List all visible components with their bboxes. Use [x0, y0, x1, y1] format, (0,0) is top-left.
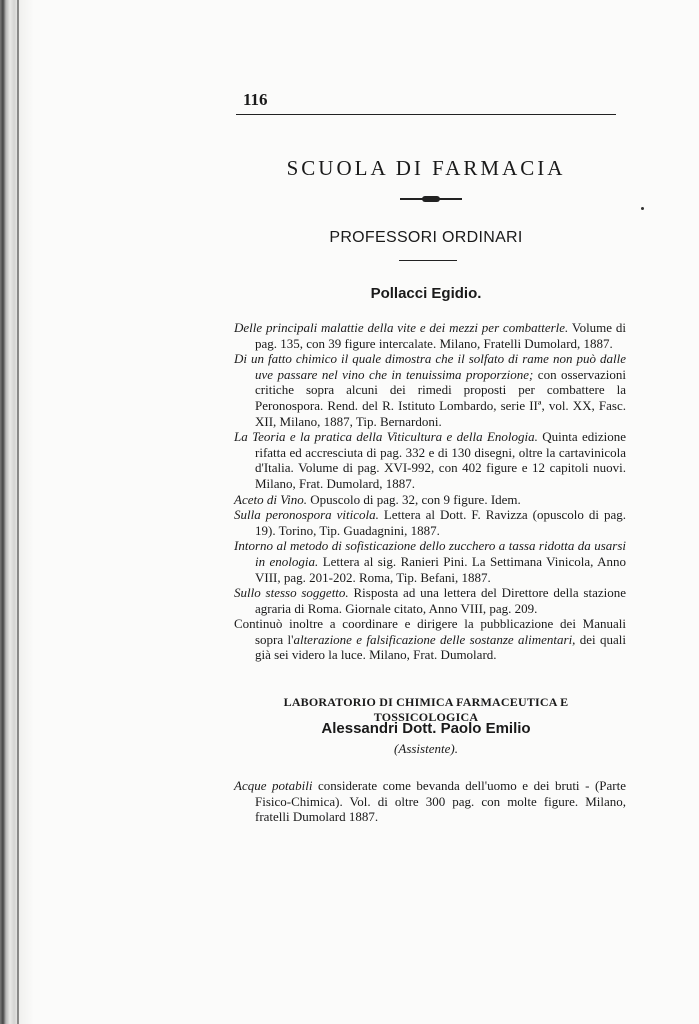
- section-rule: [399, 260, 457, 261]
- professor-bibliography: [234, 320, 626, 663]
- bibliography-entry: Acque potabili considerate come bevanda dell'uomo e dei bruti - (Parte Fisico-Chimica). Vol. di oltre 300 pag. con molte figure. Milano, fratelli Dumolard 1887.: [234, 778, 626, 825]
- page-header: [236, 90, 616, 120]
- bibliography-entry: Sulla peronospora viticola. Lettera al Dott. F. Ravizza (opuscolo di pag. 19). Torino, Tip. Guadagnini, 1887.: [234, 507, 626, 538]
- page-number: 116: [243, 90, 268, 109]
- professor-name: Pollacci Egidio.: [370, 285, 482, 302]
- title-ornament: [400, 196, 462, 202]
- bibliography-entry: Continuò inoltre a coordinare e dirigere la pubblicazione dei Manuali sopra l'alterazione e falsificazione delle sostanze alimentari, dei quali già sei videro la luce. Milano, Frat. Dumolard.: [234, 616, 626, 663]
- header-rule: [236, 114, 616, 115]
- bibliography-entry: Intorno al metodo di sofisticazione dello zucchero a tassa ridotta da usarsi in enologia. Lettera al sig. Ranieri Pini. La Settimana Vinicola, Anno VIII, pag. 201-202. Roma, Tip. Befani, 1887.: [234, 538, 626, 585]
- bibliography-entry: Aceto di Vino. Opuscolo di pag. 32, con 9 figure. Idem.: [234, 491, 521, 507]
- assistant-name: Alessandri Dott. Paolo Emilio: [321, 720, 531, 737]
- paper-speck: [641, 207, 644, 210]
- bibliography-entry: Delle principali malattie della vite e dei mezzi per combatterle. Volume di pag. 135, con 39 figure intercalate. Milano, Fratelli Dumolard, 1887.: [234, 320, 626, 351]
- section-heading: PROFESSORI ORDINARI: [329, 229, 523, 246]
- laboratory-bibliography: [234, 778, 626, 825]
- binding-shadow: [17, 0, 19, 1024]
- laboratory-heading: LABORATORIO DI CHIMICA FARMACEUTICA E TOSSICOLOGICA: [283, 695, 569, 724]
- bibliography-entry: La Teoria e la pratica della Viticultura e della Enologia. Quinta edizione rifatta ed accresciuta di pag. 332 e di 130 disegni, oltre la cartavinicola d'Italia. Volume di pag. XVI-992, con 402 figure e 12 capitoli nuovi. Milano, Frat. Dumolard, 1887.: [234, 429, 626, 491]
- assistant-role: (Assistente).: [394, 741, 458, 756]
- bibliography-entry: Sullo stesso soggetto. Risposta ad una lettera del Direttore della stazione agraria di Roma. Giornale citato, Anno VIII, pag. 209.: [234, 585, 626, 616]
- page-title: SCUOLA DI FARMACIA: [286, 156, 566, 180]
- bibliography-entry: Di un fatto chimico il quale dimostra che il solfato di rame non può dalle uve passare nel vino che in tenuissima proporzione; con osservazioni critiche sopra alcuni dei rimedi proposti per combattere la Peronospora. Rend. del R. Istituto Lombardo, serie IIª, vol. XX, Fasc. XII, Milano, 1887, Tip. Bernardoni.: [234, 351, 626, 429]
